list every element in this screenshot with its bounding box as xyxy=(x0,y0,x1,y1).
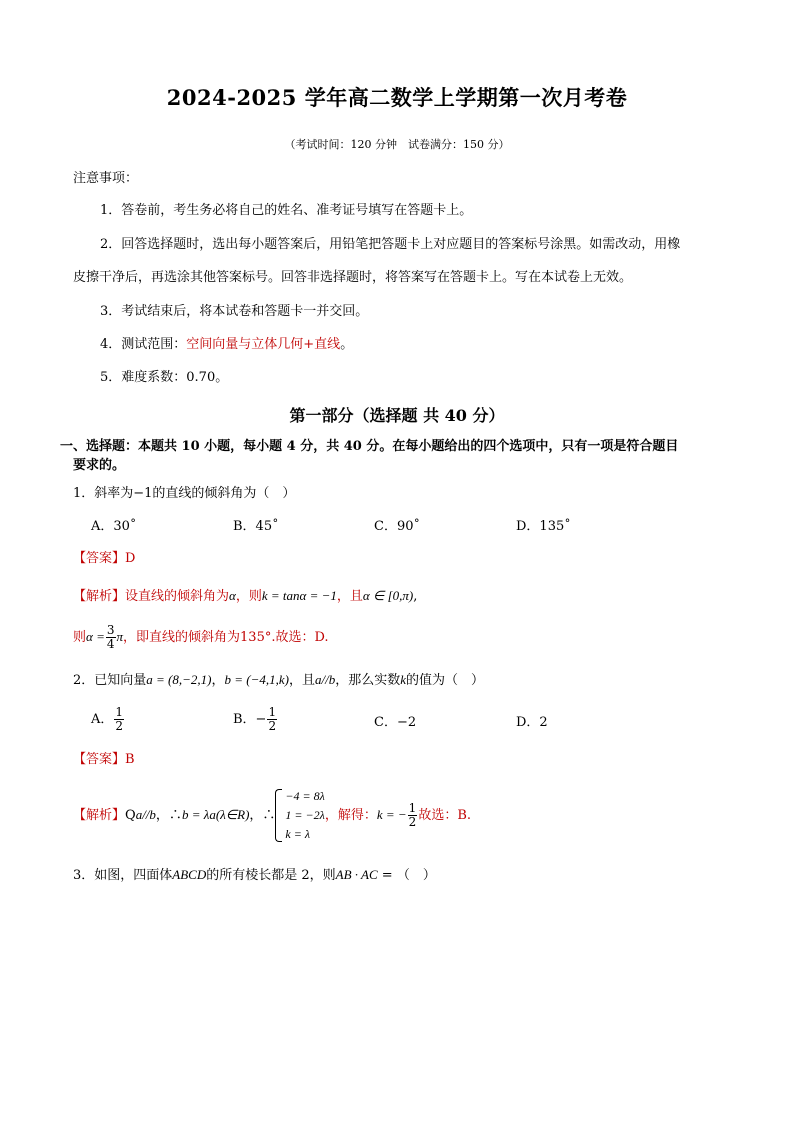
answer-value: D xyxy=(125,551,136,566)
fraction-denominator: 2 xyxy=(408,815,417,829)
question-3-stem xyxy=(73,866,436,885)
stem-text: 3．如图，四面体 xyxy=(73,868,173,883)
math-angle-range: α ∈ [0,π) xyxy=(362,588,414,603)
section-title: 第一部分（选择题 共 40 分） xyxy=(289,406,505,425)
stem-text: ，且 xyxy=(288,673,315,688)
notice-heading: 注意事项： xyxy=(73,171,139,186)
notice-item-4-prefix: 4．测试范围： xyxy=(100,337,187,352)
option-label: A． xyxy=(91,712,114,727)
fraction-half xyxy=(114,706,124,733)
q1-analysis-line-1: 【解析】设直线的倾斜角为α，则k = tanα = −1，且α ∈ [0,π), xyxy=(73,588,418,604)
equation-3: k = λ xyxy=(285,827,311,841)
vector-b: b = (−4,1,k) xyxy=(224,672,289,687)
variable-k: k xyxy=(400,672,407,687)
analysis-tag: 【解析】 xyxy=(73,808,126,823)
test-scope: 空间向量与立体几何+直线 xyxy=(186,337,341,352)
stem-text: 的所有棱长都是 2，则 xyxy=(206,868,336,883)
fraction-numerator: 1 xyxy=(268,705,277,719)
answer-tag: 【答案】 xyxy=(73,551,126,566)
tetrahedron-name: ABCD xyxy=(172,867,207,882)
stem-text: 的值为（ ） xyxy=(406,673,485,688)
equation-system xyxy=(275,787,324,844)
math-pi: π xyxy=(116,629,124,644)
fraction-denominator: 2 xyxy=(268,719,277,733)
math-result-lhs: α = xyxy=(86,629,105,644)
analysis-conclusion: ，即直线的倾斜角为135°.故选：D. xyxy=(123,630,329,645)
q1-analysis-line-2 xyxy=(73,624,329,651)
because-symbol: Q xyxy=(125,808,136,823)
q1-option-b: B．45˚ xyxy=(233,519,279,534)
question-2-stem xyxy=(73,671,484,690)
instructions-line-2: 要求的。 xyxy=(73,458,126,473)
analysis-text: ，∴ xyxy=(155,808,182,823)
q2-option-b xyxy=(233,706,278,733)
q1-option-d: D．135˚ xyxy=(516,519,571,534)
question-1-stem: 1．斜率为−1的直线的倾斜角为（ ） xyxy=(73,486,296,501)
fraction-denominator: 2 xyxy=(115,719,124,733)
equation-2: 1 = −2λ xyxy=(285,808,325,822)
notice-item-4-suffix: 。 xyxy=(340,337,354,352)
k-result: k = − xyxy=(376,807,407,822)
notice-item-2-line-1: 2．回答选择题时，选出每小题答案后，用铅笔把答题卡上对应题目的答案标号涂黑。如需改动，用橡 xyxy=(100,237,681,252)
fraction-half xyxy=(408,802,418,829)
fraction-denominator: 4 xyxy=(106,637,115,651)
math-alpha: α xyxy=(229,588,236,603)
dot-product: AB · AC xyxy=(335,867,378,882)
fraction-numerator: 3 xyxy=(106,623,115,637)
stem-text: ，那么实数 xyxy=(335,673,401,688)
answer-value: B xyxy=(125,752,135,767)
fraction-numerator: 1 xyxy=(408,801,417,815)
collinear-equation: b = λa(λ∈R) xyxy=(181,807,250,822)
q1-option-a: A．30˚ xyxy=(91,519,137,534)
notice-item-4 xyxy=(100,336,353,354)
instructions-prefix: 一、选择题：本题共 10 小题，每小题 4 分，共 40 分。在每小题给出的 xyxy=(60,439,484,454)
parallel-condition: a//b xyxy=(315,672,336,687)
option-label: B．− xyxy=(233,712,267,727)
q2-option-c: C．−2 xyxy=(374,715,417,730)
instructions-suffix: ，只有一项是符合题目 xyxy=(548,439,679,454)
q2-option-a xyxy=(91,706,125,733)
analysis-conclusion: 故选：B. xyxy=(418,808,471,823)
brace-icon xyxy=(275,789,282,842)
fraction-numerator: 1 xyxy=(115,705,124,719)
answer-tag: 【答案】 xyxy=(73,752,126,767)
q1-answer xyxy=(73,550,135,568)
q2-option-d: D．2 xyxy=(516,715,548,730)
analysis-text: ，且 xyxy=(336,589,363,604)
stem-text: = （ ） xyxy=(377,868,436,883)
instructions-line-1 xyxy=(60,438,678,456)
analysis-text: ，解得： xyxy=(324,808,377,823)
notice-item-3: 3．考试结束后，将本试卷和答题卡一并交回。 xyxy=(100,304,369,319)
analysis-text: 则 xyxy=(73,630,87,645)
analysis-text: 设直线的倾斜角为 xyxy=(125,589,230,604)
fraction-half xyxy=(267,706,277,733)
equation-1: −4 = 8λ xyxy=(285,789,325,803)
analysis-tag: 【解析】 xyxy=(73,589,126,604)
stem-text: 2．已知向量 xyxy=(73,673,147,688)
notice-item-1: 1．答卷前，考生务必将自己的姓名、准考证号填写在答题卡上。 xyxy=(100,203,473,218)
notice-item-5: 5．难度系数：0.70。 xyxy=(100,370,229,385)
q1-option-c: C．90˚ xyxy=(374,519,420,534)
instructions-emphasis: 四个选项中 xyxy=(483,439,549,454)
exam-info: （考试时间：120 分钟 试卷满分：150 分） xyxy=(284,138,510,151)
q2-answer xyxy=(73,751,135,769)
notice-item-2-line-2: 皮擦干净后，再选涂其他答案标号。回答非选择题时，将答案写在答题卡上。写在本试卷上无效。 xyxy=(73,270,633,285)
parallel-condition: a//b xyxy=(135,807,156,822)
math-slope-equation: k = tanα = −1 xyxy=(261,588,337,603)
analysis-text: ，∴ xyxy=(249,808,276,823)
stem-text: ， xyxy=(211,673,225,688)
fraction-three-quarters xyxy=(106,624,116,651)
vector-a: a = (8,−2,1) xyxy=(146,672,212,687)
analysis-text: ，则 xyxy=(235,589,262,604)
q2-analysis xyxy=(73,787,471,844)
page-title: 2024-2025 学年高二数学上学期第一次月考卷 xyxy=(166,85,628,110)
